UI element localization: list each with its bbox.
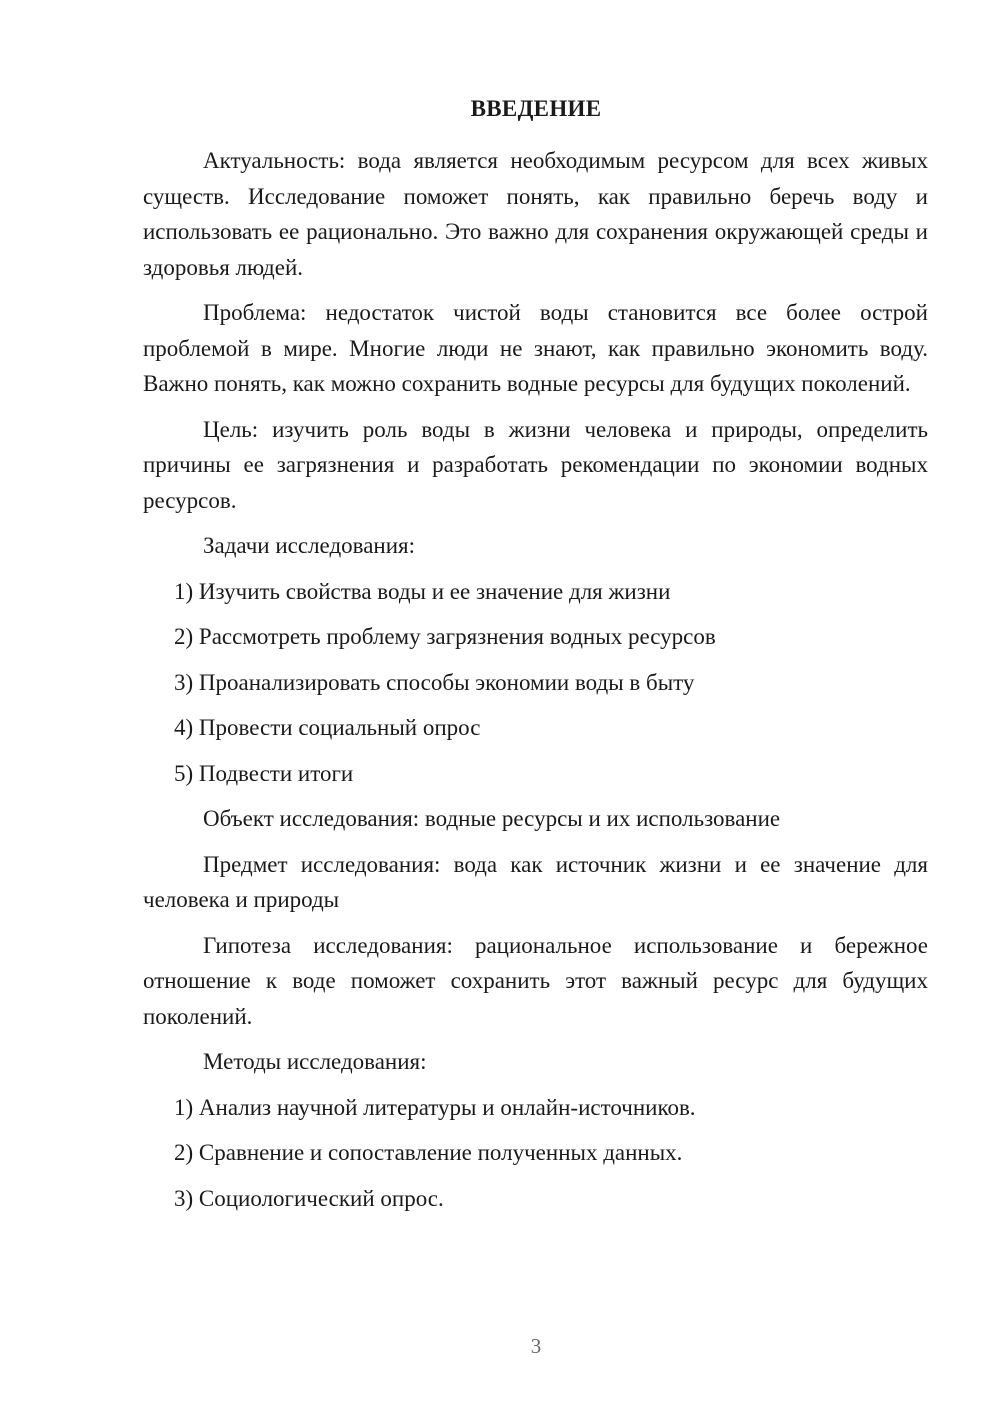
- methods-list: [143, 1090, 928, 1216]
- document-body: [143, 143, 928, 1226]
- hypothesis-paragraph: Гипотеза исследования: рациональное использование и бережное отношение к воде поможет сохранить этот важный ресурс для будущих поколений.: [143, 932, 928, 1029]
- object-paragraph: Объект исследования: водные ресурсы и их использование: [203, 806, 781, 831]
- list-item: 3) Социологический опрос.: [174, 1185, 444, 1211]
- list-item: 1) Анализ научной литературы и онлайн-источников.: [174, 1094, 696, 1120]
- problem-paragraph: Проблема: недостаток чистой воды становится все более острой проблемой в мире. Многие люди не знают, как правильно экономить воду. Важно понять, как можно сохранить водные ресурсы для будущих поколений.: [143, 300, 928, 396]
- page-number: 3: [530, 1334, 542, 1358]
- list-item: 2) Рассмотреть проблему загрязнения водных ресурсов: [174, 624, 716, 649]
- methods-heading: Методы исследования:: [203, 1049, 427, 1074]
- list-item: 1) Изучить свойства воды и ее значение для жизни: [174, 578, 671, 604]
- subject-paragraph: Предмет исследования: вода как источник жизни и ее значение для человека и природы: [143, 851, 928, 912]
- relevance-paragraph: Актуальность: вода является необходимым ресурсом для всех живых существ. Исследование поможет понять, как правильно беречь воду и использовать ее рационально. Это важно для сохранения окружающей среды и здоровья людей.: [143, 148, 928, 280]
- list-item: 3) Проанализировать способы экономии воды в быту: [174, 669, 695, 695]
- tasks-heading: Задачи исследования:: [203, 533, 416, 558]
- tasks-list: [143, 574, 928, 791]
- list-item: 5) Подвести итоги: [174, 760, 354, 786]
- page-title: ВВЕДЕНИЕ: [470, 96, 602, 121]
- list-item: 2) Сравнение и сопоставление полученных данных.: [174, 1140, 683, 1165]
- goal-paragraph: Цель: изучить роль воды в жизни человека и природы, определить причины ее загрязнения и разработать рекомендации по экономии водных ресурсов.: [143, 416, 928, 513]
- list-item: 4) Провести социальный опрос: [174, 715, 481, 740]
